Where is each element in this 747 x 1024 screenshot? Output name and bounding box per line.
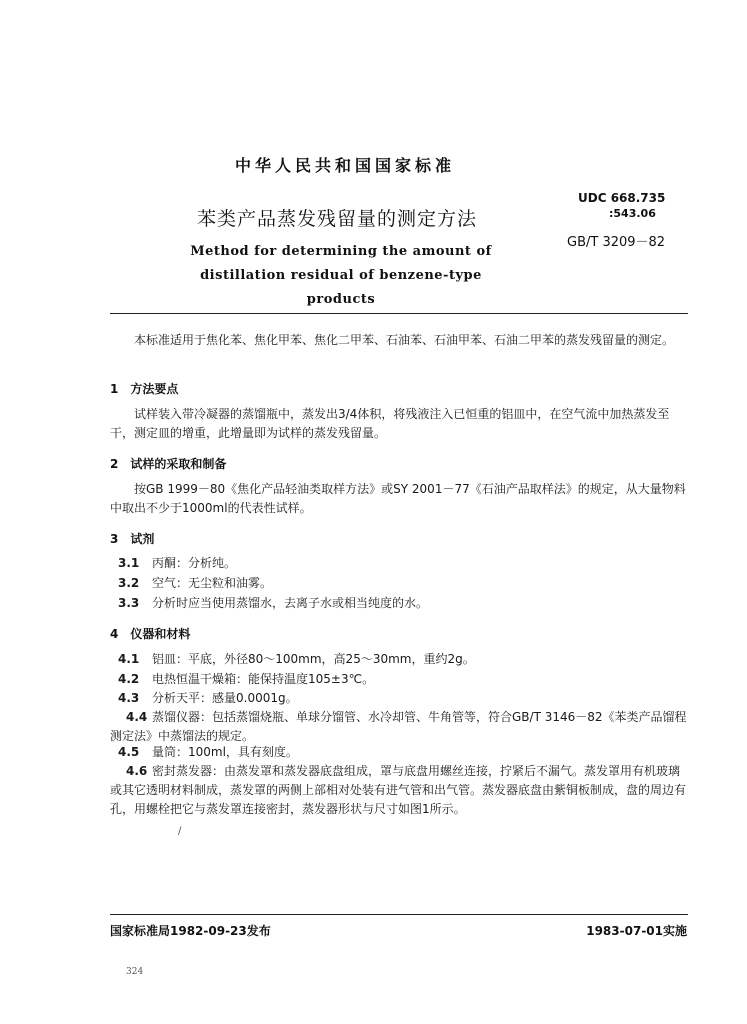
udc-code: UDC 668.735 [578, 191, 666, 205]
section-3-heading: 3 试剂 [110, 532, 155, 546]
section-2-heading: 2 试样的采取和制备 [110, 457, 227, 471]
item-number: 3.2 [118, 576, 140, 590]
item-text: 量筒：100ml，具有刻度。 [152, 745, 298, 759]
list-item [110, 708, 688, 746]
item-number: 3.1 [118, 556, 140, 570]
item-number: 4.5 [118, 745, 140, 759]
list-item [118, 689, 298, 708]
page-number: 324 [126, 967, 144, 977]
title-chinese: 苯类产品蒸发残留量的测定方法 [197, 208, 478, 230]
list-item [118, 670, 374, 689]
list-item [118, 594, 428, 613]
item-text: 丙酮：分析纯。 [152, 556, 237, 570]
item-text: 分析天平：感量0.0001g。 [152, 691, 298, 705]
list-item [118, 743, 298, 762]
item-number: 4.2 [118, 672, 140, 686]
list-item [118, 574, 272, 593]
intro-paragraph: 本标准适用于焦化苯、焦化甲苯、焦化二甲苯、石油苯、石油甲苯、石油二甲苯的蒸发残留量的测定。 [134, 333, 675, 347]
section-1-text: 试样装入带冷凝器的蒸馏瓶中，蒸发出3/4体积，将残液注入已恒重的铝皿中，在空气流中加热蒸发至干，测定皿的增重，此增量即为试样的蒸发残留量。 [110, 407, 670, 440]
section-1-heading: 1 方法要点 [110, 382, 179, 396]
gb-standard-number: GB/T 3209－82 [567, 235, 666, 250]
list-item [110, 762, 688, 819]
item-text: 分析时应当使用蒸馏水，去离子水或相当纯度的水。 [152, 596, 429, 610]
list-item [118, 650, 475, 669]
item-number: 3.3 [118, 596, 140, 610]
item-number: 4.4 [126, 710, 148, 724]
item-number: 4.1 [118, 652, 140, 666]
list-item [118, 554, 236, 573]
issue-date: 国家标准局1982-09-23发布 [110, 924, 271, 938]
stray-mark: / [178, 826, 182, 837]
item-text: 密封蒸发器：由蒸发罩和蒸发器底盘组成，罩与底盘用螺丝连接，拧紧后不漏气。蒸发罩用有机玻璃或其它透明材料制成，蒸发罩的两侧上部相对处装有进气管和出气管。蒸发器底盘由紫铜板制成，盘的周边有孔，用螺栓把它与蒸发罩连接密封，蒸发器形状与尺寸如图1所示。 [110, 764, 687, 816]
item-number: 4.6 [126, 764, 148, 778]
item-text: 电热恒温干燥箱：能保持温度105±3℃。 [152, 672, 375, 686]
udc-code-suffix: :543.06 [609, 207, 656, 220]
title-english: Method for determining the amount of distillation residual of benzene-type products [190, 244, 492, 307]
header-divider [110, 313, 688, 314]
item-text: 铝皿：平底，外径80～100mm，高25～30mm，重约2g。 [152, 652, 475, 666]
effective-date: 1983-07-01实施 [586, 924, 687, 938]
section-2-text: 按GB 1999－80《焦化产品轻油类取样方法》或SY 2001－77《石油产品取样法》的规定，从大量物料中取出不少于1000ml的代表性试样。 [110, 482, 686, 515]
section-4-heading: 4 仪器和材料 [110, 627, 191, 641]
item-number: 4.3 [118, 691, 140, 705]
item-text: 蒸馏仪器：包括蒸馏烧瓶、单球分馏管、水冷却管、牛角管等，符合GB/T 3146－82《苯类产品馏程测定法》中蒸馏法的规定。 [110, 710, 687, 743]
national-standard-heading: 中华人民共和国国家标准 [235, 156, 456, 175]
item-text: 空气：无尘粒和油雾。 [152, 576, 273, 590]
footer-divider [110, 914, 688, 915]
